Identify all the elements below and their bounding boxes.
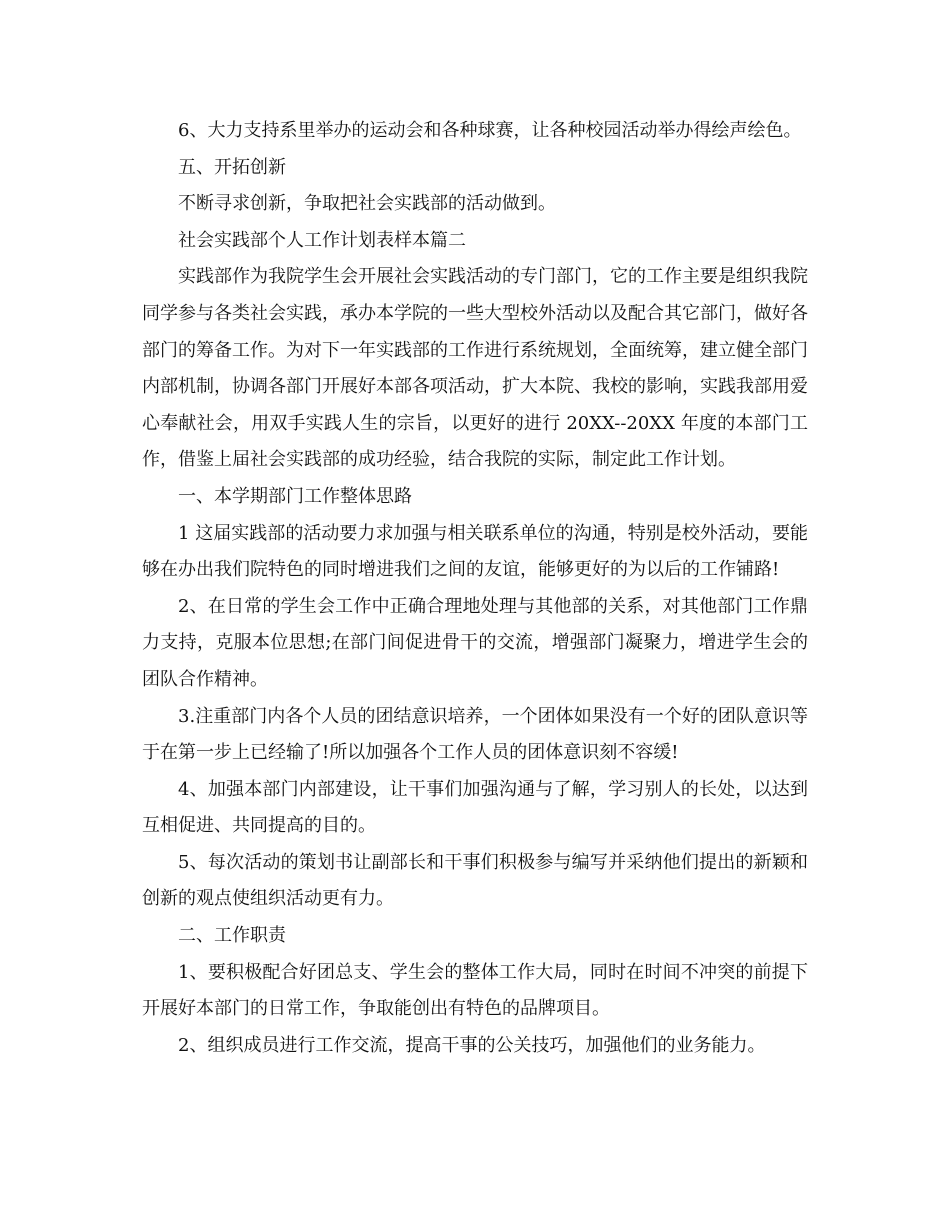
paragraph-introduction: 实践部作为我院学生会开展社会实践活动的专门部门，它的工作主要是组织我院同学参与各类社会实践，承办本学院的一些大型校外活动以及配合其它部门，做好各部门的筹备工作。为对下一年实践部的工作进行系统规划，全面统筹，建立健全部门内部机制，协调各部门开展好本部各项活动，扩大本院、我校的影响，实践我部用爱心奉献社会，用双手实践人生的宗旨，以更好的进行 20XX--20XX 年度的本部门工作，借鉴上届社会实践部的成功经验，结合我院的实际，制定此工作计划。 xyxy=(142,266,808,471)
paragraph-duty-1: 1、要积极配合好团总支、学生会的整体工作大局，同时在时间不冲突的前提下开展好本部门的日常工作，争取能创出有特色的品牌项目。 xyxy=(142,961,808,1020)
paragraph-point-3: 3.注重部门内各个人员的团结意识培养，一个团体如果没有一个好的团队意识等于在第一步上已经输了!所以加强各个工作人员的团体意识刻不容缓! xyxy=(142,705,808,764)
section-title-part-two: 社会实践部个人工作计划表样本篇二 xyxy=(178,229,466,251)
heading-innovation: 五、开拓创新 xyxy=(178,156,286,178)
paragraph-sports-support: 6、大力支持系里举办的运动会和各种球赛，让各种校园活动举办得绘声绘色。 xyxy=(178,120,802,141)
heading-responsibilities: 二、工作职责 xyxy=(178,925,286,947)
paragraph-innovation: 不断寻求创新，争取把社会实践部的活动做到。 xyxy=(178,193,556,215)
paragraph-duty-2: 2、组织成员进行工作交流，提高干事的公关技巧，加强他们的业务能力。 xyxy=(178,1034,766,1056)
paragraph-point-5: 5、每次活动的策划书让副部长和干事们积极参与编写并采纳他们提出的新颖和创新的观点使组织活动更有力。 xyxy=(142,851,808,910)
paragraph-point-2: 2、在日常的学生会工作中正确合理地处理与其他部的关系，对其他部门工作鼎力支持，克服本位思想;在部门间促进骨干的交流，增强部门凝聚力，增进学生会的团队合作精神。 xyxy=(142,595,808,690)
document-body xyxy=(142,113,808,1064)
paragraph-point-1: 1 这届实践部的活动要力求加强与相关联系单位的沟通，特别是校外活动，要能够在办出我们院特色的同时增进我们之间的友谊，能够更好的为以后的工作铺路! xyxy=(142,522,808,581)
heading-overall-approach: 一、本学期部门工作整体思路 xyxy=(178,485,412,507)
paragraph-point-4: 4、加强本部门内部建设，让干事们加强沟通与了解，学习别人的长处，以达到互相促进、共同提高的目的。 xyxy=(142,778,808,837)
